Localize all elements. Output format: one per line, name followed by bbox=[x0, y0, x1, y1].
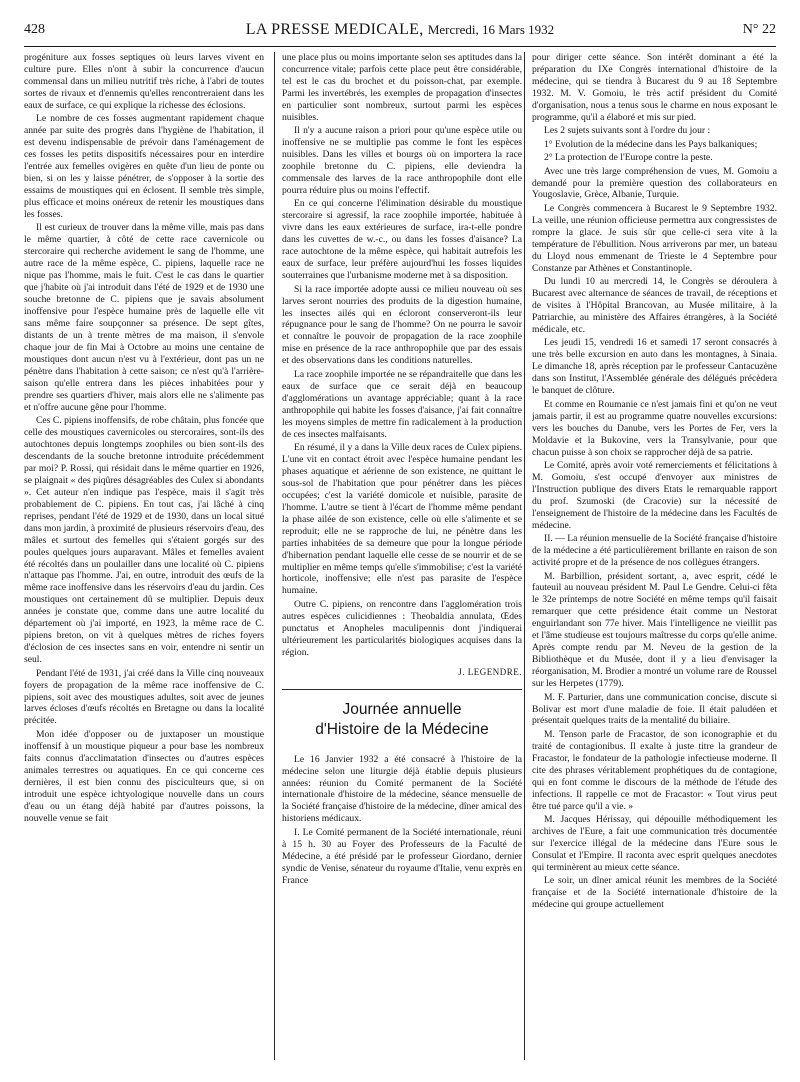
paragraph: progéniture aux fosses septiques où leurs larves vivent en culture pure. Elles n'ont à subir la concurrence d'aucun commensal dans un milieu nutritif très riche, à l'abri de toutes sortes de rivaux et d'ennemis qu'elles rencontreraient dans les eaux de surface, ce qui explique la richesse des éclosions. bbox=[24, 52, 264, 111]
paragraph: En résumé, il y a dans la Ville deux races de Culex pipiens. L'une vit en contact étroit avec l'espèce humaine pendant les phases aquatique et aérienne de son existence, ne quittant le sous-sol de l'habitation que pour pénétrer dans les pièces occupées; c'est la variété domicole et nuisible, parasite de l'homme. L'autre se tient à l'écart de l'homme même pendant la phase ailée de son existence, celle où elle s'alimente et se reproduit; elle ne se rapproche de lui, ne pénètre dans les parties inhabitées de sa demeure que pour la longue période d'hibernation pendant laquelle elle cesse de se nourrir et de se multiplier en même temps qu'elle s'immobilise; c'est la variété horticole, inoffensive; elle n'est pas parasite de l'espèce humaine. bbox=[282, 442, 522, 597]
paragraph: M. Tenson parle de Fracastor, de son iconographie et du traité de contagionibus. Il exalte à juste titre la grandeur de Fracastor, le fondateur de la pathologie infectieuse moderne. Il cite des phrases véritablement prophétiques du de contagione, qui en font comme le discours de la méthode de l'étude des infections. Il rappelle ce mot de Fracastor: « Tout virus peut être tué parce qu'il a vie. » bbox=[532, 728, 777, 812]
column-2 bbox=[282, 52, 522, 1072]
article-title-line-1: Journée annuelle bbox=[342, 700, 462, 718]
paragraph: Pendant l'été de 1931, j'ai créé dans la Ville cinq nouveaux foyers de propagation de la même race inoffensive de C. pipiens, soit avec des moustiques adultes, soit avec de jeunes larves écloses d'œufs récoltés en Bretagne ou dans la localité précitée. bbox=[24, 667, 264, 727]
paragraph: M. Barbillion, président sortant, a, avec esprit, cédé le fauteuil au nouveau président M. Paul Le Gendre. Celui-ci fêta le 32e printemps de notre Société en même temps qu'il faisait remarquer que cette présidence était comme un Nestorat enguirlandant son 77e hiver. Mais l'intelligence ne vieillit pas et l'âme studieuse est toujours maîtresse du corps qu'elle anime. Après compte rendu par M. Neveu de la gestion de la Bibliothèque et du Musée, dont il y a lieu d'envisager la réorganisation, M. Brodier a montré un volume rare de Roussel sur les Herpetes (1779). bbox=[532, 570, 777, 690]
paragraph: Les 2 sujets suivants sont à l'ordre du jour : bbox=[544, 125, 711, 137]
paragraph: M. F. Parturier, dans une communication concise, discute si Bolivar est mort d'une maladie de foie. Il était paludéen et présentait quelques traits de la mentalité du biliaire. bbox=[532, 691, 777, 727]
paragraph: Du lundi 10 au mercredi 14, le Congrès se déroulera à Bucarest avec alternance de séances de travail, de réceptions et de visites à l'Hôpital Brancovan, au Musée militaire, à la Patriarchie, au ministère des Affaires étrangères, à la Société médicale, etc. bbox=[532, 276, 777, 335]
paragraph: Le nombre de ces fosses augmentant rapidement chaque année par suite des progrès dans l'hygiène de l'habitation, il est devenu indispensable de prévoir dans l'aménagement de ces fosses les petits dispositifs nécessaires pour en interdire l'entrée aux femelles ovigères en quête d'un lieu de ponte ou bien, si on les y laisse pénétrer, de s'opposer à la sortie des essaims de moustiques qui en éclosent. Il semble très simple, plus efficace et moins onéreux de retenir les moustiques dans les fosses. bbox=[24, 113, 264, 220]
section-divider bbox=[282, 689, 522, 690]
paragraph: Outre C. pipiens, on rencontre dans l'agglomération trois autres espèces culicidiennes : Theobaldia annulata, Œdes punctatus et Anopheles maculipennis dont j'indiquerai ultérieurement les particularités biologiques acquises dans la région. bbox=[282, 598, 522, 658]
article-title-line-2: d'Histoire de la Médecine bbox=[315, 720, 489, 738]
paragraph: 2° La protection de l'Europe contre la peste. bbox=[544, 152, 713, 164]
paragraph: En ce qui concerne l'élimination désirable du moustique stercoraire si agressif, la race zoophile importée, habituée à vivre dans les eaux extérieures de surface, ira-t-elle pondre dans les cuvettes de w.-c., ou dans les fosses d'aisance? La race autochtone de la même espèce, qui habitait autrefois les eaux de surface, leur préfère aujourd'hui les fosses liquides souterraines que l'urbanisme moderne met à sa disposition. bbox=[282, 198, 522, 282]
column-rule-1 bbox=[274, 52, 275, 1060]
page-header bbox=[24, 20, 776, 47]
paragraph: Le 16 Janvier 1932 a été consacré à l'histoire de la médecine selon une liturgie déjà établie depuis plusieurs années: réunion du Comité permanent de la Société internationale d'histoire de la médecine, séance mensuelle de la Société française d'histoire de la médecine, dîner amical des historiens médicaux. bbox=[282, 753, 522, 825]
paragraph: Les jeudi 15, vendredi 16 et samedi 17 seront consacrés à une très belle excursion en auto dans les montagnes, à Sinaia. Le dimanche 18, après réception par le professeur Cantacuzène dans son Institut, l'Assemblée générale des délégués précèdera le banquet de clôture. bbox=[532, 337, 777, 397]
paragraph: pour diriger cette séance. Son intérêt dominant a été la préparation du IXe Congrès international d'histoire de la médecine, qui se tiendra à Bucarest du 9 au 18 Septembre 1932. M. V. Gomoiu, le très actif président du Comité d'organisation, nous a tenus sous le charme en nous exposant le programme, qu'il a élaboré et mis sur pied. bbox=[532, 52, 777, 123]
column-1 bbox=[24, 52, 264, 1072]
paragraph: M. Jacques Hérissay, qui dépouille méthodiquement les archives de l'Eure, a fait une communication très documentée sur l'exercice illégal de la médecine dans l'Eure sous le Consulat et l'Empire. Il raconta avec esprit quelques anecdotes qui terminèrent au mieux cette séance. bbox=[532, 814, 777, 873]
paragraph: Avec une très large compréhension de vues, M. Gomoiu a demandé pour la première question des collaborateurs en Yougoslavie, Grèce, Albanie, Turquie. bbox=[532, 165, 777, 201]
article-title bbox=[282, 700, 522, 740]
paragraph: Ces C. pipiens inoffensifs, de robe châtain, plus foncée que celle des moustiques cavernicoles ou stercoraires, sont-ils des autochtones depuis longtemps zoophiles ou bien sont-ils des descendants de la souche bretonne introduite précédemment par moi? P. Rossi, qui résidait dans le même quartier en 1926, se plaignait « des piqûres désagréables des Culex si abondants ». Cet auteur n'en indique pas l'espèce, mais il s'agit très probablement de C. pipiens. En tout cas, j'ai lâché à cinq reprises, pendant l'été de 1929 et de 1930, dans un local situé dans mon jardin, à proximité de plusieurs réservoirs d'eau, des mâles et surtout des femelles qui s'étaient gorgés sur des poules quelques jours auparavant. Mâles et femelles avaient été récoltés dans un poulailler dans une localité où C. pipiens n'attaque pas l'homme. J'ai, en outre, introduit des œufs de la même race inoffensive dans les réservoirs d'eau du jardin. Ces moustiques ont certainement dû se multiplier. Depuis deux années je constate que, comme dans une autre localité du département où j'ai importé, en 1923, la même race de C. pipiens breton, on vit à quelques mètres de riches foyers d'éclosion de ces insectes sans en voir, entendre ni sentir un seul. bbox=[24, 415, 264, 666]
paragraph: Le soir, un dîner amical réunit les membres de la Société française et de la Société internationale d'histoire de la médecine qui groupe actuellement bbox=[532, 875, 777, 911]
column-rule-2 bbox=[524, 52, 525, 1060]
journal-masthead bbox=[24, 21, 776, 39]
paragraph: Il n'y a aucune raison a priori pour qu'une espèce utile ou inoffensive ne se multiplie pas comme le font les espèces nuisibles. Dans les villes et bourgs où on importera la race zoophile bretonne du C. pipiens, elle deviendra la commensale des larves de la race anthropophile dont elle pourra réduire plus ou moins l'effectif. bbox=[282, 125, 522, 196]
column-3 bbox=[532, 52, 777, 1072]
paragraph: Mon idée d'opposer ou de juxtaposer un moustique inoffensif à un moustique piqueur a pour base les nombreux faits connus d'acclimatation d'insectes ou d'autres espèces animales terrestres ou aquatiques. En ce qui concerne ces dernières, il est bien connu des pisciculteurs que, si on introduit une espèce ichtyologique nouvelle dans un cours d'eau ou un étang déjà habité par d'autres poissons, la nouvelle venue se fait bbox=[24, 728, 264, 824]
paragraph: I. Le Comité permanent de la Société internationale, réuni à 15 h. 30 au Foyer des Professeurs de la Faculté de Médecine, a été présidé par le professeur Giordano, dernier syndic de Venise, sénateur du royaume d'Italie, venu exprès en France bbox=[282, 826, 522, 886]
issue-number: N° 22 bbox=[742, 22, 776, 37]
page-number: 428 bbox=[24, 22, 45, 37]
paragraph: Le Congrès commencera à Bucarest le 9 Septembre 1932. La veille, une réunion officieuse permettra aux congressistes de rompre la glace. Je suis sûr que celle-ci sera vite à la température de l'ébullition. Nous arriverons par mer, un bateau du Lloyd nous emmenant de Trieste le 4 Septembre pour Constanze par Athènes et Constantinople. bbox=[532, 202, 777, 274]
paragraph: une place plus ou moins importante selon ses aptitudes dans la concurrence vitale; parfois cette place peut être considérable, tel est le cas du brochet et du poisson-chat, par exemple. Parmi les invertébrés, les exemples de propagation d'insectes en particulier sont nombreux, surtout parmi les espèces nuisibles. bbox=[282, 52, 522, 123]
paragraph: II. — La réunion mensuelle de la Société française d'histoire de la médecine a été particulièrement brillante en raison de son activité propre et de la présence de nos collègues étrangers. bbox=[532, 533, 777, 569]
paragraph: Et comme en Roumanie ce n'est jamais fini et qu'on ne veut jamais partir, il est au programme quatre nouvelles excursions: vers les bouches du Danube, vers les Portes de Fer, vers la Moldavie et la Bukovine, vers la Transylvanie, pour que chacun puisse à son choix se rapprocher déjà de sa patrie. bbox=[532, 398, 777, 458]
paragraph: Si la race importée adopte aussi ce milieu nouveau où ses larves seront nourries des produits de la digestion humaine, les insectes ailés qui en écloront conserveront-ils leur répugnance pour le sang de l'homme? On ne pourra le savoir et connaître le pouvoir de propagation de la race zoophile mise en présence de la race anthropophile que par des essais et des observations dans les conditions naturelles. bbox=[282, 283, 522, 367]
issue-date: Mercredi, 16 Mars 1932 bbox=[427, 22, 555, 37]
paragraph: La race zoophile importée ne se répandraitelle que dans les eaux de surface que ce serait déjà en beaucoup d'agglomérations un avantage appréciable; quant à la race anthropophile qui habite les fosses d'aisance, j'ai fait connaître les moyens simples de mettre fin radicalement à la production de ces insectes malfaisants. bbox=[282, 368, 522, 440]
journal-title: LA PRESSE MEDICALE, bbox=[245, 21, 424, 38]
paragraph: 1° Evolution de la médecine dans les Pays balkaniques; bbox=[544, 138, 758, 150]
author-signature: J. LEGENDRE. bbox=[458, 666, 522, 677]
paragraph: Il est curieux de trouver dans la même ville, mais pas dans le même quartier, à côté de cette race cavernicole ou stercoraire qui recherche avidement le sang de l'homme, une autre race de la même espèce, C. pipiens, laquelle race ne nique pas l'homme, mais le fuit. C'est le cas dans le quartier que j'habite où j'ai introduit dans l'été de 1929 et de 1930 une souche bretonne de C. pipiens que je savais absolument inoffensive pour l'espèce humaine près de laquelle elle vit sans même faire soupçonner sa présence. De sept gîtes, distants de un à trente mètres de ma maison, il s'envole chaque jour de fin Mai à Octobre au moins une centaine de moustiques dont aucun n'est vu à l'extérieur, dont pas un ne pénètre dans l'habitation à cette saison; ce n'est qu'à l'arrière-saison qu'elle entrera dans les pièces inhabitées pour y prendre ses quartiers d'hiver, mais alors elle ne s'alimente pas et n'offre aucune gêne pour l'homme. bbox=[24, 222, 264, 413]
paragraph: Le Comité, après avoir voté remerciements et félicitations à M. Gomoiu, s'est occupé d'envoyer aux ministres de l'Instruction publique des divers Etats le remarquable rapport du prof. Szumoski (de Cracovie) sur la nécessité de l'enseignement de l'histoire de la médecine dans les Facultés de médecine. bbox=[532, 459, 777, 531]
